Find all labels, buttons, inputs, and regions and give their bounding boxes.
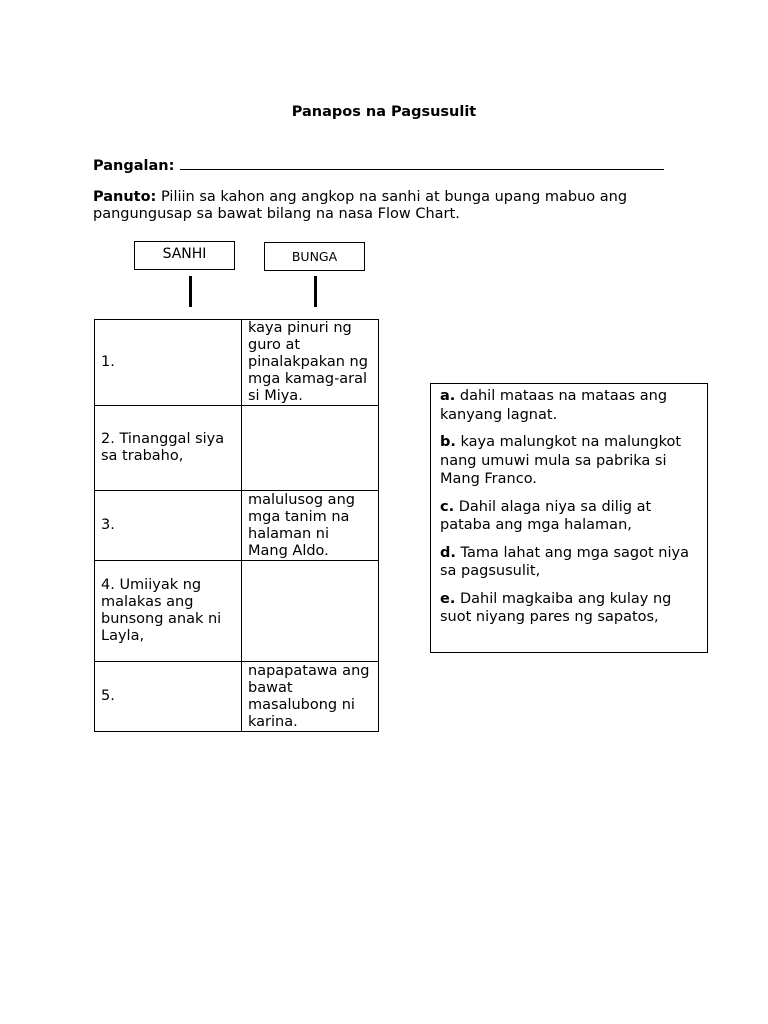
choices-box bbox=[430, 383, 708, 653]
bunga-cell[interactable]: kaya pinuri ng guro at pinalakpakan ng mga kamag-aral si Miya. bbox=[242, 320, 379, 406]
choice-item bbox=[440, 498, 699, 535]
choice-text: Dahil alaga niya sa dilig at pataba ang mga halaman, bbox=[440, 498, 652, 533]
choice-letter: a. bbox=[440, 388, 456, 404]
choice-text: Tama lahat ang mga sagot niya sa pagsusulit, bbox=[440, 544, 689, 579]
flow-chart-table bbox=[94, 319, 379, 732]
sanhi-cell[interactable]: 2. Tinanggal siya sa trabaho, bbox=[95, 406, 242, 491]
choice-text: Dahil magkaiba ang kulay ng suot niyang pares ng sapatos, bbox=[440, 590, 672, 625]
choice-letter: b. bbox=[440, 434, 456, 450]
bunga-cell[interactable] bbox=[242, 561, 379, 662]
choice-letter: e. bbox=[440, 590, 456, 607]
table-row bbox=[95, 406, 379, 491]
choice-letter: c. bbox=[440, 498, 455, 515]
sanhi-cell[interactable]: 4. Umiiyak ng malakas ang bunsong anak ni Layla, bbox=[95, 561, 242, 662]
table-row bbox=[95, 491, 379, 561]
sanhi-cell[interactable]: 3. bbox=[95, 491, 242, 561]
instructions bbox=[93, 189, 693, 223]
sanhi-cell[interactable]: 5. bbox=[95, 662, 242, 732]
instructions-label: Panuto: bbox=[93, 189, 157, 205]
choice-item bbox=[440, 590, 699, 627]
choice-item bbox=[440, 387, 699, 424]
bunga-cell[interactable]: napapatawa ang bawat masalubong ni karina. bbox=[242, 662, 379, 732]
choice-item bbox=[440, 544, 699, 581]
bunga-header: BUNGA bbox=[264, 242, 365, 271]
bunga-connector-line bbox=[314, 276, 317, 307]
table-row bbox=[95, 561, 379, 662]
instructions-text: Piliin sa kahon ang angkop na sanhi at bunga upang mabuo ang pangungusap sa bawat bilang na nasa Flow Chart. bbox=[93, 189, 628, 222]
sanhi-cell[interactable]: 1. bbox=[95, 320, 242, 406]
bunga-cell[interactable]: malulusog ang mga tanim na halaman ni Mang Aldo. bbox=[242, 491, 379, 561]
name-blank-line[interactable] bbox=[180, 155, 664, 170]
choice-text: kaya malungkot na malungkot nang umuwi mula sa pabrika si Mang Franco. bbox=[440, 434, 682, 487]
name-field bbox=[93, 155, 664, 174]
page-title: Panapos na Pagsusulit bbox=[291, 104, 477, 120]
choice-text: dahil mataas na mataas ang kanyang lagnat. bbox=[440, 388, 668, 423]
choice-letter: d. bbox=[440, 544, 456, 561]
table-row bbox=[95, 662, 379, 732]
sanhi-header: SANHI bbox=[134, 241, 235, 270]
name-label: Pangalan: bbox=[93, 158, 175, 174]
bunga-cell[interactable] bbox=[242, 406, 379, 491]
table-row bbox=[95, 320, 379, 406]
choice-item bbox=[440, 433, 699, 489]
sanhi-connector-line bbox=[189, 276, 192, 307]
